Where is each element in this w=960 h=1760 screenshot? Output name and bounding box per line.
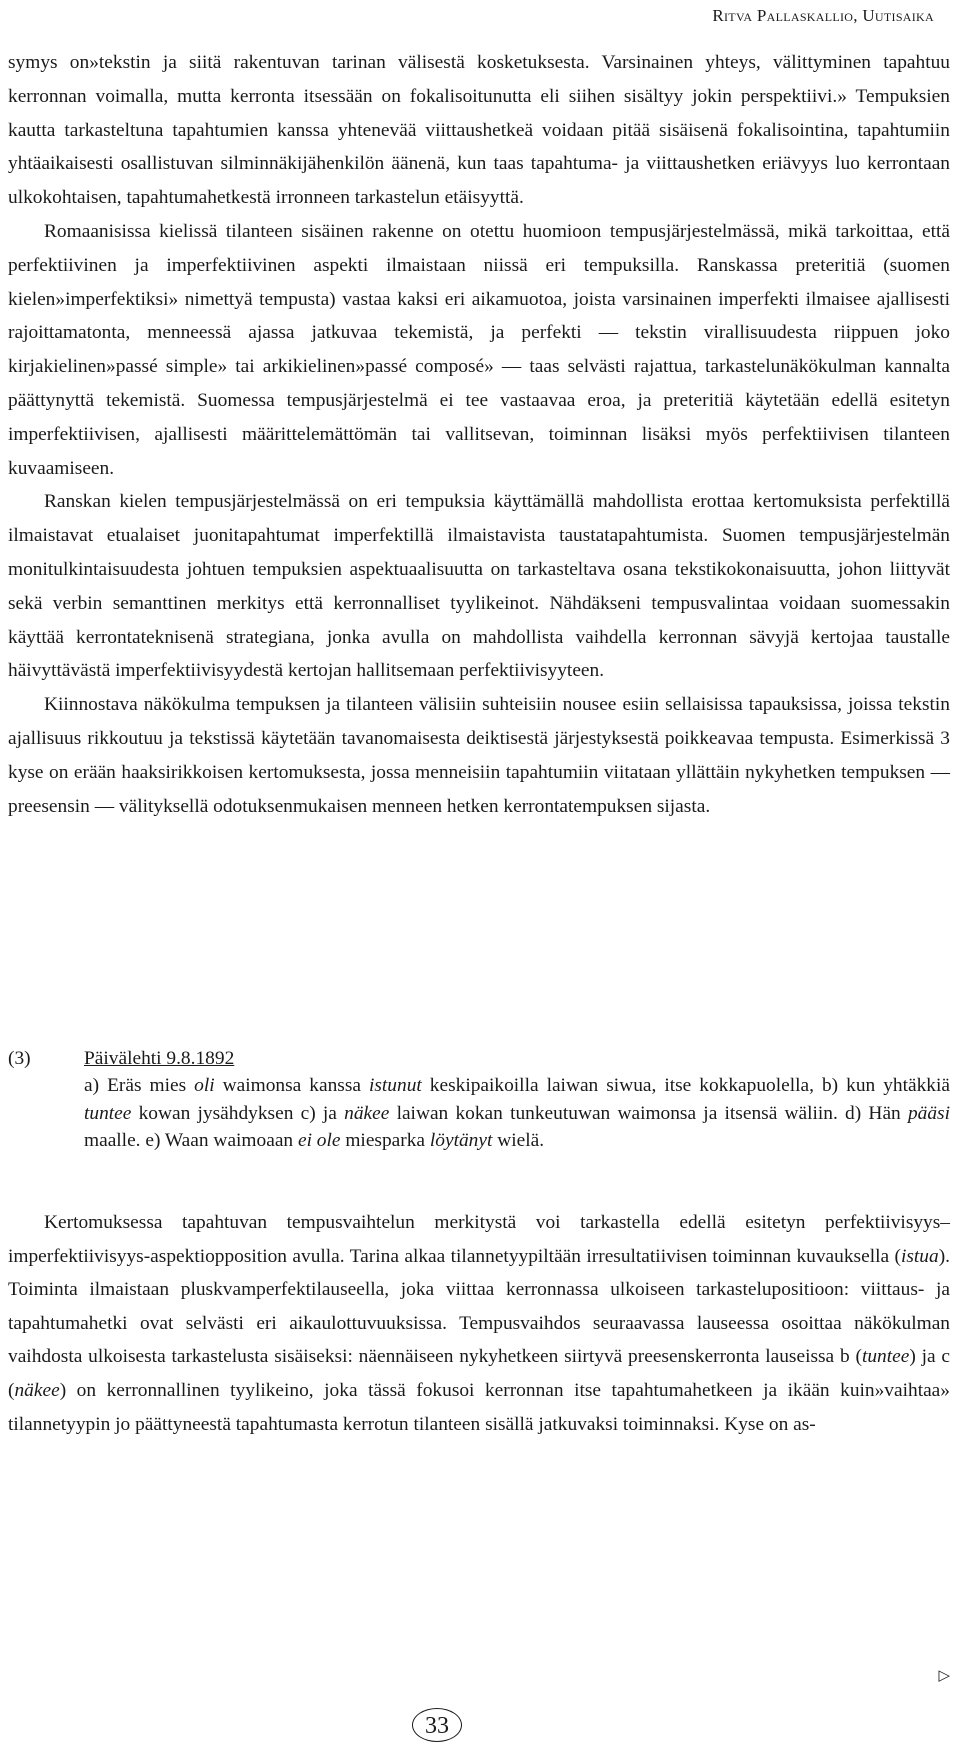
text-run: Kertomuksessa tapahtuvan tempusvaihtelun merkitystä voi tarkastella edellä esitetyn perfektiivisyys–imperfektiivisyys-aspektiopposition avulla. Tarina alkaa tilannetyypiltään irresultatiivisen toiminnan kuvauksella ( bbox=[8, 1212, 950, 1267]
example-text bbox=[84, 1072, 950, 1155]
example-text-run: laiwan kokan tunkeutuwan waimonsa ja itsensä wäliin. d) Hän bbox=[389, 1102, 908, 1124]
continue-arrow-icon: ▷ bbox=[938, 1668, 950, 1684]
main-text bbox=[8, 46, 950, 823]
verb-highlight: löytänyt bbox=[429, 1130, 493, 1151]
running-head: Ritva Pallaskallio, Uutisaika bbox=[712, 6, 934, 25]
paragraph: Kiinnostava näkökulma tempuksen ja tilanteen välisiin suhteisiin nousee esiin sellaisissa tapauksissa, joissa tekstin ajallisuus rikkoutuu ja tekstissä käytetään tavanomaisesta deiktisestä järjestyksestä poikkeavaa tempusta. Esimerkissä 3 kyse on erään haaksirikkoisen kertomuksesta, jossa menneisiin tapahtumiin viitataan yllättäin nykyhetken tempuksen — preesensin — välityksellä odotuksenmukaisen menneen hetken kerrontatempuksen sijasta. bbox=[8, 694, 950, 817]
example-text-run: kowan jysähdyksen c) ja bbox=[131, 1102, 345, 1124]
example-number: (3) bbox=[8, 1048, 31, 1069]
example-text-run: waimonsa kanssa bbox=[214, 1075, 369, 1096]
text-run: ) on kerronnallinen tyylikeino, joka tässä fokusoi kerronnan itse tapahtumahetkeen ja ikään kuin»vaihtaa» tilannetyypin jo päättyneestä tapahtumasta kerrotun tilanteen sisällä jatkuvaksi toiminnaksi. Kyse on as- bbox=[8, 1379, 950, 1435]
example-text-run: a) Eräs mies bbox=[84, 1075, 195, 1096]
text-run: ) ja c ( bbox=[8, 1346, 951, 1401]
text-run: ). Toiminta ilmaistaan pluskvamperfektilauseella, joka viittaa kerronnassa ulkoiseen tarkastelupositioon: viittaus- ja tapahtumahetki ovat selvästi eri aikaulottuvuuksissa. Tempusvaihdos seuraavassa lauseessa osoittaa näkökulman vaihdosta ulkoisesta tarkastelusta sisäiseksi: näennäiseen nykyhetkeen siirtyvä preesenskerronta lauseissa b ( bbox=[8, 1245, 950, 1368]
example-text-run: wielä. bbox=[492, 1130, 545, 1151]
example-text-run: keskipaikoilla laiwan siwua, itse kokkapuolella, b) kun yhtäkkiä bbox=[421, 1075, 950, 1096]
paragraph: symys on»tekstin ja siitä rakentuvan tarinan välisestä kosketuksesta. Varsinainen yhteys, välittyminen tapahtuu kerronnan voimalla, mutta kerronta itsessään on fokalisoitunutta eli siihen sisältyy jokin perspektiivi.» Tempuksien kautta tarkasteltuna tapahtumien kanssa yhtenevää viittaushetkeä voidaan pitää sisäisenä fokalisointina, tapahtumiin yhtäaikaisesti osallistuvan silminnäkijähenkilön äänenä, kun taas tapahtuma- ja viittaushetken eriävyys luo kerrontaan ulkokohtaisen, tapahtumahetkestä irronneen tarkastelun etäisyyttä. bbox=[8, 52, 950, 209]
verb-highlight: tuntee bbox=[861, 1346, 910, 1368]
paragraph: Romaanisissa kielissä tilanteen sisäinen rakenne on otettu huomioon tempusjärjestelmässä, mikä tarkoittaa, että perfektiivinen ja imperfektiivinen aspekti ilmaistaan niissä eri tempuksilla. Ranskassa preteritiä (suomen kielen»imperfektiksi» nimettyä tempusta) vastaa kaksi eri aikamuotoa, joista varsinainen imperfekti ilmaisee ajallisesti rajoittamatonta, menneessä ajassa jatkuvaa tekemistä, ja perfekti — tekstin virallisuudesta riippuen joko kirjakielinen»passé simple» tai arkikielinen»passé composé» — taas selvästi rajattua, tarkastelunäkökulman kannalta päättynyttä tekemistä. Suomessa tempusjärjestelmä ei tee vastaavaa eroa, ja preteritiä käytetään edellä esitetyn imperfektiivisen, ajallisesti määrittelemättömän tai vallitsevan, toiminnan lisäksi myös perfektiivisen tilanteen kuvaamiseen. bbox=[8, 220, 950, 479]
verb-highlight: näkee bbox=[14, 1379, 60, 1401]
page-number: 33 bbox=[412, 1708, 462, 1742]
example-source: Päivälehti 9.8.1892 bbox=[84, 1048, 235, 1069]
example-text-run: miesparka bbox=[340, 1130, 430, 1151]
example-text-run: maalle. e) Waan waimoaan bbox=[84, 1130, 298, 1151]
paragraph: Ranskan kielen tempusjärjestelmässä on eri tempuksia käyttämällä mahdollista erottaa kertomuksista perfektillä ilmaistavat etualaiset juonitapahtumat imperfektillä ilmaistavista taustatapahtumista. Suomen tempusjärjestelmän monitulkintaisuudesta johtuen tempuksien aspektuaalisuutta on tarkasteltava osana tekstikokonaisuutta, johon liittyvät sekä verbin semanttinen merkitys että kerronnalliset tyylikeinot. Nähdäkseni tempusvalintaa voidaan suomessakin käyttää kerrontateknisenä strategiana, jonka avulla on mahdollista vaihdella kerronnan sävyjä kertojaa taustalle häivyttävästä imperfektiivisyydestä kertojan hallitsemaan perfektiivisyyteen. bbox=[8, 491, 950, 682]
verb-highlight: oli bbox=[194, 1075, 215, 1096]
verb-highlight: tuntee bbox=[84, 1102, 132, 1124]
verb-highlight: pääsi bbox=[907, 1102, 950, 1124]
paragraph-closing bbox=[8, 1206, 950, 1441]
verb-highlight: ei ole bbox=[297, 1130, 341, 1151]
verb-highlight: istunut bbox=[368, 1075, 422, 1096]
verb-highlight: istua bbox=[900, 1245, 939, 1267]
verb-highlight: näkee bbox=[344, 1102, 390, 1124]
